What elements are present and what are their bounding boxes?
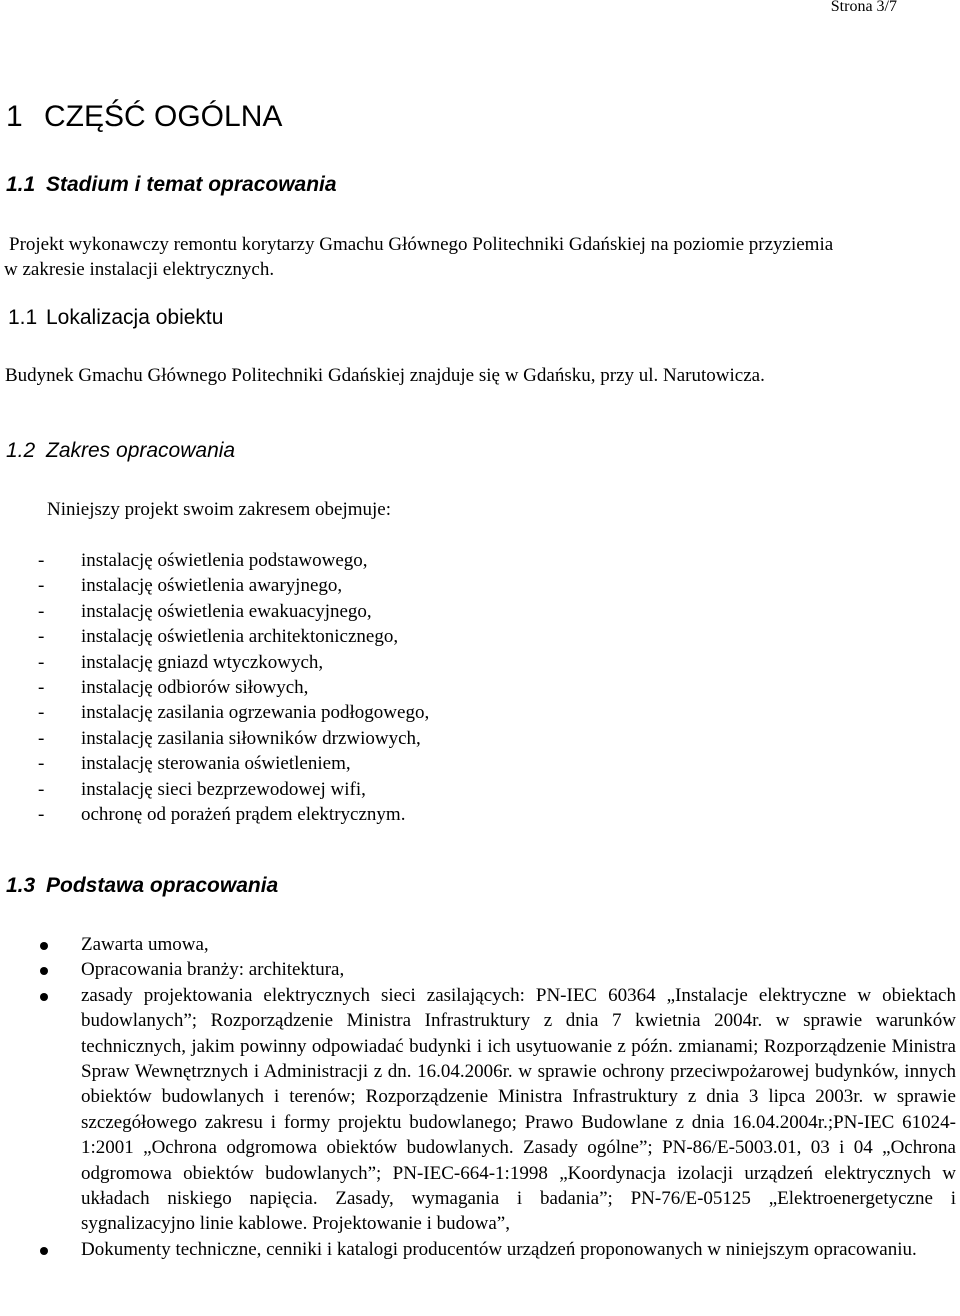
list-item-text: instalację sterowania oświetleniem, (81, 753, 351, 775)
list-item-text: Opracowania branży: architektura, (81, 959, 345, 981)
list-item-text: instalację sieci bezprzewodowej wifi, (81, 778, 366, 800)
dash-marker: - (38, 626, 45, 648)
dash-marker: - (38, 702, 45, 724)
list-item-text: Dokumenty techniczne, cenniki i katalogi producentów urządzeń proponowanych w niniejszym opracowaniu. (81, 1238, 917, 1260)
basis-list (36, 932, 956, 1262)
bullet-icon (40, 993, 48, 1001)
section-title: Lokalizacja obiektu (46, 306, 224, 329)
dash-marker: - (38, 575, 45, 597)
list-item (38, 675, 429, 700)
section-heading-zakres (6, 439, 235, 463)
section-number: 1.2 (6, 439, 36, 462)
dash-marker: - (38, 778, 45, 800)
section-heading-podstawa (6, 874, 278, 898)
dash-marker: - (38, 651, 45, 673)
list-item-text: instalację zasilania ogrzewania podłogowego, (81, 702, 430, 724)
list-item (38, 548, 429, 573)
dash-marker: - (38, 676, 45, 698)
list-item (38, 751, 429, 776)
paragraph-line: Projekt wykonawczy remontu korytarzy Gmachu Głównego Politechniki Gdańskiej na poziomie przyziemia (9, 234, 834, 255)
scope-list (38, 548, 429, 827)
list-item (38, 777, 429, 802)
list-item (38, 573, 429, 598)
list-item-text: instalację odbiorów siłowych, (81, 676, 309, 698)
list-item (36, 957, 956, 982)
section-title: Zakres opracowania (46, 439, 236, 462)
section-title: CZĘŚĆ OGÓLNA (44, 100, 283, 133)
page-number: Strona 3/7 (830, 0, 897, 15)
list-item-text: instalację gniazd wtyczkowych, (81, 651, 324, 673)
list-item (36, 932, 956, 957)
list-item-text: ochronę od porażeń prądem elektrycznym. (81, 803, 406, 825)
list-item-text: zasady projektowania elektrycznych sieci zasilających: PN-IEC 60364 „Instalacje elektryczne w obiektach budowlanych”; Rozporządzenie Ministra Infrastruktury z dnia 7 kwietnia 2004r. w sprawie warunków technicznych, jakim powinny odpowiadać budynki i ich usytuowanie z późn. zmianami; Rozporządzenie Ministra Spraw Wewnętrznych i Administracji z dn. 16.04.2006r. w sprawie ochrony przeciwpożarowej budynków, innych obiektów budowlanych i terenów; Rozporządzenie Ministra Infrastruktury z dnia 3 lipca 2003r. w sprawie szczegółowego zakresu i formy projektu budowlanego; Prawo Budowlane z dnia 16.04.2004r.;PN-IEC 61024-1:2001 „Ochrona odgromowa obiektów budowlanych. Zasady ogólne”; PN-86/E-5003.01, 03 i 04 „Ochrona odgromowa obiektów budowlanych”; PN-IEC-664-1:1998 „Koordynacja izolacji urządzeń elektrycznych w układach niskiego napięcia. Zasady, wymagania i badania”; PN-76/E-05125 „Elektroenergetyczne i sygnalizacyjno linie kablowe. Projektowanie i budowa”, (81, 984, 956, 1235)
dash-marker: - (38, 753, 45, 775)
section-number: 1.1 (8, 306, 38, 329)
list-item (38, 802, 429, 827)
bullet-icon (40, 942, 48, 950)
list-item (38, 700, 429, 725)
section-number: 1.3 (6, 874, 36, 897)
section-number: 1.1 (6, 173, 36, 196)
bullet-icon (40, 1247, 48, 1255)
section-title: Podstawa opracowania (46, 874, 279, 897)
dash-marker: - (38, 727, 45, 749)
section-heading-1 (6, 100, 282, 134)
section-heading-stadium (6, 173, 337, 197)
list-item (38, 624, 429, 649)
list-item (38, 599, 429, 624)
list-item-text: instalację oświetlenia ewakuacyjnego, (81, 600, 372, 622)
list-item-text: instalację oświetlenia architektonicznego, (81, 626, 399, 648)
list-item-text: Zawarta umowa, (81, 934, 209, 955)
section-number: 1 (6, 100, 23, 133)
list-item (36, 1237, 956, 1262)
section-title: Stadium i temat opracowania (46, 173, 337, 196)
section-heading-lokalizacja (8, 306, 223, 330)
list-item-text: instalację zasilania siłowników drzwiowych, (81, 727, 421, 749)
list-item (38, 650, 429, 675)
list-item-text: instalację oświetlenia awaryjnego, (81, 575, 343, 597)
dash-marker: - (38, 803, 45, 825)
paragraph-line: w zakresie instalacji elektrycznych. (4, 259, 275, 280)
paragraph-intro: Niniejszy projekt swoim zakresem obejmuje: (47, 499, 392, 520)
dash-marker: - (38, 550, 45, 571)
paragraph: Budynek Gmachu Głównego Politechniki Gdańskiej znajduje się w Gdańsku, przy ul. Narutowicza. (5, 365, 765, 386)
list-item (38, 726, 429, 751)
bullet-icon (40, 967, 48, 975)
dash-marker: - (38, 600, 45, 622)
list-item (36, 983, 956, 1237)
list-item-text: instalację oświetlenia podstawowego, (81, 550, 368, 571)
